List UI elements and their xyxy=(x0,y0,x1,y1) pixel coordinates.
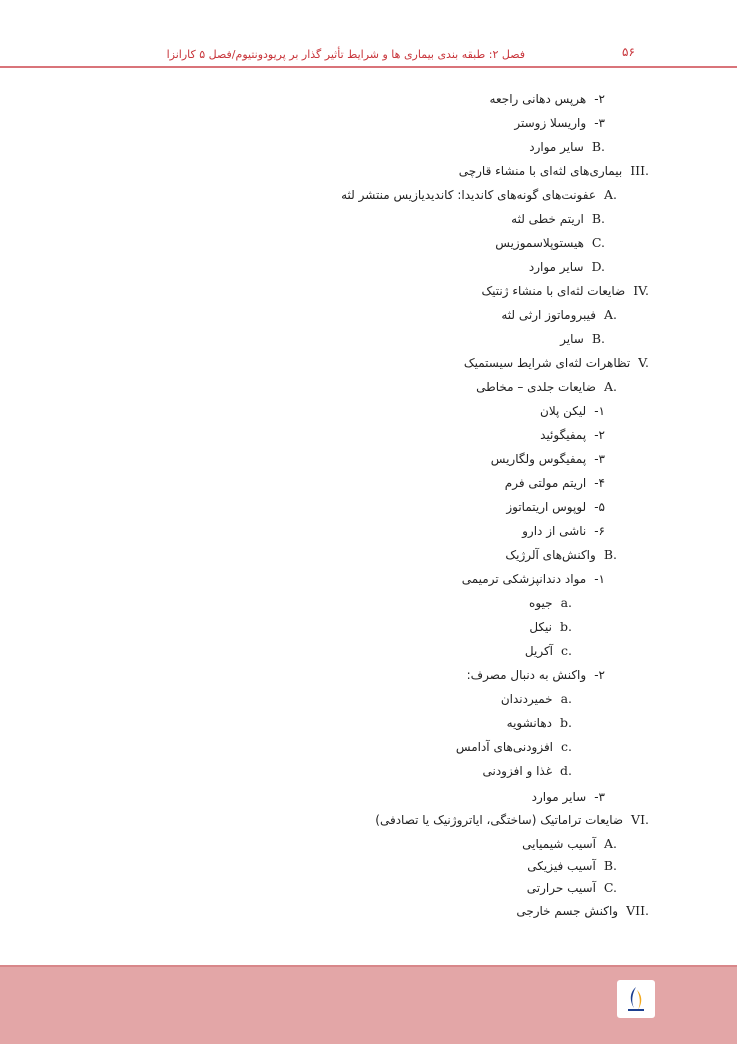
chapter-title: فصل ۲: طبقه بندی بیماری ها و شرایط تأثیر گذار بر پریودونتیوم/فصل ۵ کارانزا xyxy=(166,48,525,61)
outline-marker: B. xyxy=(591,211,605,226)
outline-marker: ۳- xyxy=(594,452,605,466)
outline-item xyxy=(505,544,617,566)
outline-marker: D. xyxy=(591,259,605,274)
header-divider xyxy=(0,66,737,68)
outline-text: لیکن پلان xyxy=(540,404,587,418)
outline-text: پمفیگوئید xyxy=(540,428,587,442)
outline-marker: ۵- xyxy=(594,500,605,514)
outline-item xyxy=(540,400,605,422)
outline-item xyxy=(501,688,572,710)
outline-text: آکریل xyxy=(524,644,554,658)
outline-item xyxy=(456,736,572,758)
outline-text: جیوه xyxy=(529,596,553,610)
outline-item xyxy=(516,900,649,922)
outline-item xyxy=(341,184,617,206)
outline-text: فیبروماتوز ارثی لثه xyxy=(501,308,596,322)
publisher-logo-icon xyxy=(617,980,655,1018)
outline-marker: ۲- xyxy=(594,92,605,106)
outline-item xyxy=(529,256,605,278)
outline-item xyxy=(532,786,605,808)
outline-text: آسیب حرارتی xyxy=(526,881,596,895)
outline-item xyxy=(514,112,605,134)
outline-text: پمفیگوس ولگاریس xyxy=(490,452,587,466)
outline-item xyxy=(467,664,605,686)
outline-text: آسیب شیمیایی xyxy=(522,837,596,851)
outline-text: واکنش جسم خارجی xyxy=(516,904,619,918)
outline-text: افزودنی‌های آدامس xyxy=(455,740,554,754)
outline-marker: B. xyxy=(603,547,617,562)
outline-text: دهانشویه xyxy=(506,716,553,730)
outline-text: اریتم مولتی فرم xyxy=(504,476,587,490)
outline-marker: ۳- xyxy=(594,790,605,804)
outline-item xyxy=(527,855,617,877)
outline-item xyxy=(481,280,649,302)
outline-marker: a. xyxy=(560,691,572,706)
outline-marker: C. xyxy=(603,880,617,895)
outline-marker: ۲- xyxy=(594,668,605,682)
outline-marker: c. xyxy=(561,739,572,754)
outline-marker: IV. xyxy=(633,283,649,298)
outline-text: سایر موارد xyxy=(529,140,584,154)
outline-text: آسیب فیزیکی xyxy=(527,859,596,873)
outline-marker: A. xyxy=(603,187,617,202)
outline-text: عفونت‌های گونه‌های کاندیدا: کاندیدیازیس منتشر لثه xyxy=(341,188,596,202)
outline-marker: B. xyxy=(591,331,605,346)
outline-marker: a. xyxy=(560,595,572,610)
page-header xyxy=(0,40,737,68)
outline-item xyxy=(505,472,605,494)
outline-text: تظاهرات لثه‌ای شرایط سیستمیک xyxy=(463,356,631,370)
outline-item xyxy=(529,136,605,158)
outline-item xyxy=(540,424,605,446)
outline-text: واریسلا زوستر xyxy=(514,116,587,130)
outline-item xyxy=(560,328,605,350)
outline-marker: c. xyxy=(561,643,572,658)
outline-item xyxy=(529,592,572,614)
outline-text: ضایعات لثه‌ای با منشاء ژنتیک xyxy=(481,284,626,298)
outline-text: هرپس دهانی راجعه xyxy=(489,92,587,106)
outline-marker: B. xyxy=(603,858,617,873)
outline-text: بیماری‌های لثه‌ای با منشاء قارچی xyxy=(458,164,623,178)
outline-text: سایر xyxy=(560,332,584,346)
outline-item xyxy=(491,448,605,470)
outline-item xyxy=(522,520,605,542)
outline-text: نیکل xyxy=(529,620,553,634)
outline-marker: V. xyxy=(638,355,649,370)
outline-marker: ۳- xyxy=(594,116,605,130)
outline-marker: III. xyxy=(630,163,649,178)
outline-text: ضایعات تراماتیک (ساختگی، ایاتروژنیک یا تصادفی) xyxy=(375,813,624,827)
outline-item xyxy=(375,809,649,831)
outline-text: واکنش به دنبال مصرف: xyxy=(466,668,587,682)
outline-marker: A. xyxy=(603,307,617,322)
outline-marker: ۱- xyxy=(594,404,605,418)
outline-item xyxy=(483,760,573,782)
outline-text: سایر موارد xyxy=(531,790,587,804)
outline-item xyxy=(459,160,649,182)
outline-item xyxy=(476,376,617,398)
outline-text: هیستوپلاسموزیس xyxy=(495,236,584,250)
outline-marker: C. xyxy=(591,235,605,250)
outline-text: خمیردندان xyxy=(500,692,553,706)
outline-text: ضایعات جلدی – مخاطی xyxy=(476,380,596,394)
outline-marker: VI. xyxy=(631,812,649,827)
outline-text: اریتم خطی لثه xyxy=(511,212,584,226)
outline-item xyxy=(527,877,617,899)
outline-item xyxy=(529,616,572,638)
outline-item xyxy=(495,232,605,254)
outline-item xyxy=(511,208,605,230)
outline-marker: VII. xyxy=(626,903,649,918)
outline-marker: B. xyxy=(591,139,605,154)
outline-item xyxy=(507,712,572,734)
outline-item xyxy=(506,496,605,518)
outline-marker: ۲- xyxy=(594,428,605,442)
outline-item xyxy=(522,833,617,855)
outline-item xyxy=(462,568,605,590)
outline-marker: ۱- xyxy=(594,572,605,586)
outline-item xyxy=(490,88,605,110)
outline-marker: b. xyxy=(560,619,572,634)
outline-marker: A. xyxy=(603,379,617,394)
outline-item xyxy=(464,352,649,374)
outline-text: غذا و افزودنی xyxy=(482,764,553,778)
outline-text: لوپوس اریتماتوز xyxy=(506,500,587,514)
outline-text: واکنش‌های آلرژیک xyxy=(505,548,596,562)
outline-item xyxy=(525,640,572,662)
outline-text: ناشی از دارو xyxy=(522,524,587,538)
outline-marker: ۶- xyxy=(594,524,605,538)
outline-marker: d. xyxy=(560,763,572,778)
outline-marker: b. xyxy=(560,715,572,730)
outline-marker: ۴- xyxy=(594,476,605,490)
outline-marker: A. xyxy=(603,836,617,851)
outline-item xyxy=(501,304,617,326)
page-number: ۵۶ xyxy=(622,45,635,59)
outline-text: مواد دندانپزشکی ترمیمی xyxy=(461,572,587,586)
outline-text: سایر موارد xyxy=(528,260,584,274)
page-footer xyxy=(0,965,737,1044)
